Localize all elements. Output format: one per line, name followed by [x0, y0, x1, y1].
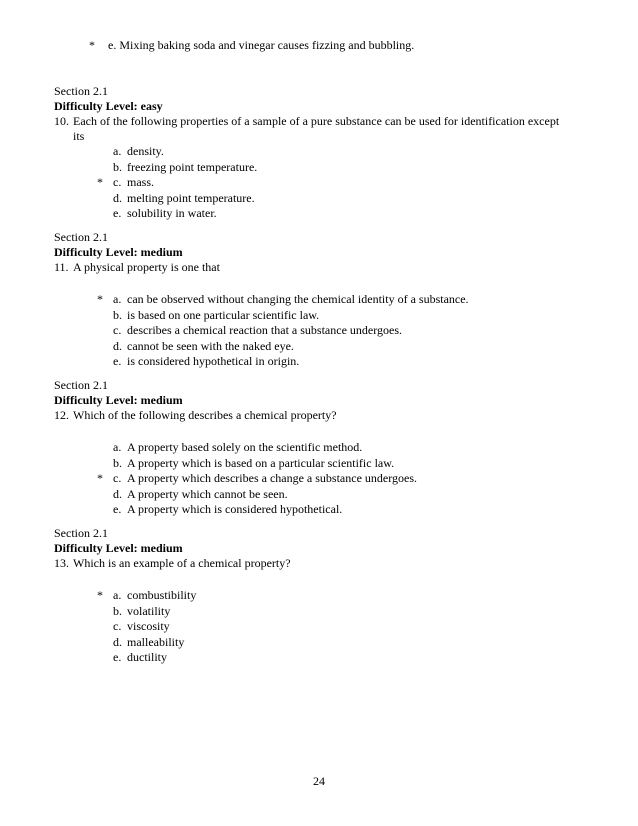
- option-text: is based on one particular scientific law.: [127, 307, 320, 322]
- question-stem: [54, 114, 614, 129]
- option-letter: e.: [113, 206, 122, 220]
- answer-option: [54, 471, 614, 487]
- answer-option: [54, 308, 614, 324]
- section-label: Section 2.1: [54, 526, 108, 540]
- option-letter: a.: [113, 440, 122, 454]
- option-text: ductility: [127, 650, 167, 664]
- option-text: is considered hypothetical in origin.: [127, 354, 300, 368]
- question-text-continued: its: [73, 129, 85, 143]
- question-stem: [54, 408, 614, 423]
- option-text: freezing point temperature.: [127, 159, 258, 174]
- correct-answer-marker: *: [89, 38, 95, 52]
- option-letter: b.: [113, 455, 122, 470]
- correct-answer-marker: *: [97, 471, 103, 485]
- question-text: Which of the following describes a chemical property?: [73, 408, 337, 422]
- option-letter: a.: [113, 144, 122, 158]
- option-letter: a.: [113, 292, 122, 306]
- question-number: 13.: [54, 556, 69, 570]
- option-text: combustibility: [127, 588, 197, 602]
- option-letter: a.: [113, 588, 122, 602]
- answer-option: [54, 339, 614, 355]
- answer-option: [54, 502, 614, 518]
- spacer: [54, 423, 614, 440]
- section-label: Section 2.1: [54, 378, 108, 392]
- answer-option: [54, 160, 614, 176]
- spacer: [54, 571, 614, 588]
- option-text: volatility: [127, 603, 171, 618]
- option-letter: c.: [113, 175, 122, 189]
- option-letter: d.: [113, 634, 122, 649]
- option-text: viscosity: [127, 619, 170, 633]
- answer-option: [54, 456, 614, 472]
- answer-option: [54, 588, 614, 604]
- answer-option: [54, 354, 614, 370]
- prelude-answer-text: e. Mixing baking soda and vinegar causes fizzing and bubbling.: [108, 38, 415, 52]
- question-number: 11.: [54, 260, 69, 274]
- option-text: can be observed without changing the chemical identity of a substance.: [127, 292, 469, 306]
- page-number: 24: [313, 774, 325, 788]
- answer-option: [54, 292, 614, 308]
- option-text: density.: [127, 144, 164, 158]
- answer-option: [54, 144, 614, 160]
- question-text: Which is an example of a chemical property?: [73, 556, 291, 570]
- correct-answer-marker: *: [97, 292, 103, 306]
- option-text: mass.: [127, 175, 154, 189]
- spacer: [54, 275, 614, 292]
- section-label: Section 2.1: [54, 230, 108, 244]
- question-stem: [54, 260, 614, 275]
- option-letter: c.: [113, 471, 122, 485]
- question-number: 12.: [54, 408, 69, 422]
- option-letter: b.: [113, 159, 122, 174]
- option-text: melting point temperature.: [127, 190, 255, 205]
- question-text: Each of the following properties of a sample of a pure substance can be used for identification except: [73, 114, 560, 128]
- option-letter: c.: [113, 323, 122, 337]
- option-text: A property which is based on a particular scientific law.: [127, 455, 395, 470]
- option-text: describes a chemical reaction that a substance undergoes.: [127, 323, 402, 337]
- answer-option: [54, 487, 614, 503]
- answer-option: [54, 206, 614, 222]
- option-letter: e.: [113, 354, 122, 368]
- answer-option: [54, 604, 614, 620]
- answer-option: [54, 191, 614, 207]
- question-block: [54, 378, 614, 518]
- option-text: A property which describes a change a substance undergoes.: [127, 471, 418, 485]
- question-block: [54, 84, 614, 222]
- option-text: solubility in water.: [127, 206, 217, 220]
- answer-option: [54, 650, 614, 666]
- option-text: A property based solely on the scientific method.: [127, 440, 363, 454]
- answer-option: [54, 440, 614, 456]
- correct-answer-marker: *: [97, 588, 103, 602]
- option-letter: e.: [113, 650, 122, 664]
- answer-option: [54, 175, 614, 191]
- answer-option: [54, 323, 614, 339]
- option-text: A property which cannot be seen.: [127, 486, 288, 501]
- question-stem: [54, 556, 614, 571]
- prelude-answer-line: [0, 38, 638, 53]
- difficulty-label: Difficulty Level: medium: [54, 541, 183, 555]
- option-letter: e.: [113, 502, 122, 516]
- option-text: A property which is considered hypothetical.: [127, 502, 343, 516]
- option-letter: b.: [113, 307, 122, 322]
- question-block: [54, 526, 614, 666]
- difficulty-label: Difficulty Level: medium: [54, 393, 183, 407]
- option-letter: d.: [113, 486, 122, 501]
- answer-option: [54, 635, 614, 651]
- option-text: cannot be seen with the naked eye.: [127, 338, 294, 353]
- correct-answer-marker: *: [97, 175, 103, 189]
- answer-option: [54, 619, 614, 635]
- question-text: A physical property is one that: [73, 260, 220, 274]
- option-letter: d.: [113, 190, 122, 205]
- option-letter: b.: [113, 603, 122, 618]
- option-text: malleability: [127, 634, 185, 649]
- question-block: [54, 230, 614, 370]
- question-number: 10.: [54, 114, 69, 128]
- option-letter: c.: [113, 619, 122, 633]
- difficulty-label: Difficulty Level: medium: [54, 245, 183, 259]
- difficulty-label: Difficulty Level: easy: [54, 99, 163, 113]
- option-letter: d.: [113, 338, 122, 353]
- section-label: Section 2.1: [54, 84, 108, 98]
